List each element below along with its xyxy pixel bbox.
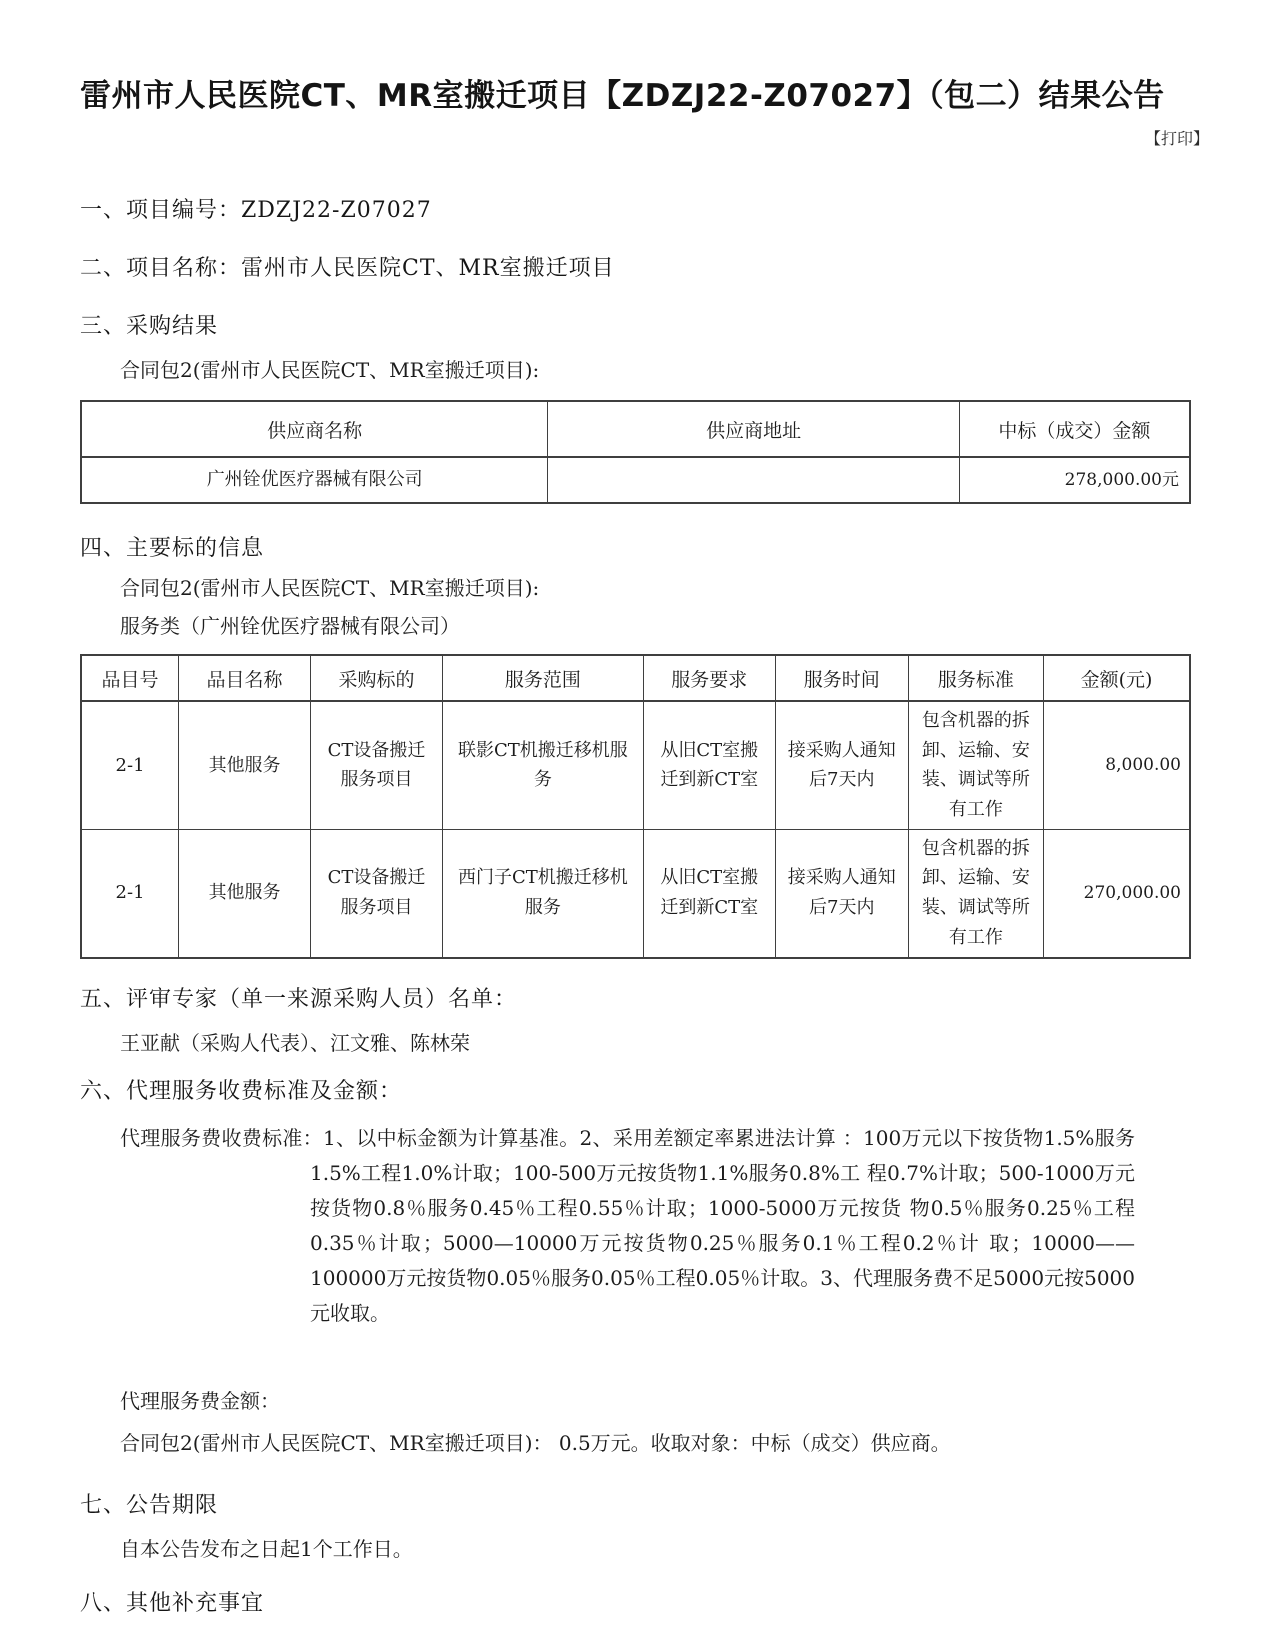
- section-5-expert-names: 王亚献（采购人代表）、江文雅、陈林荣: [120, 1030, 470, 1055]
- print-button[interactable]: 【打印】: [1144, 129, 1209, 148]
- cell-service-standard: 包含机器的拆卸、运输、安装、调试等所有工作: [908, 701, 1043, 829]
- col-header-amount: 金额(元): [1044, 655, 1190, 701]
- cell-service-standard: 包含机器的拆卸、运输、安装、调试等所有工作: [908, 829, 1043, 957]
- items-table-row-2: [81, 829, 1190, 957]
- agency-fee-amount-line: 合同包2(雷州市人民医院CT、MR室搬迁项目)： 0.5万元。收取对象：中标（成交）供应商。: [120, 1430, 951, 1455]
- print-row: [80, 128, 1209, 150]
- cell-procurement-target: CT设备搬迁服务项目: [311, 701, 443, 829]
- cell-item-name: 其他服务: [179, 829, 311, 957]
- col-header-service-requirement: 服务要求: [643, 655, 775, 701]
- section-7-period-text: 自本公告发布之日起1个工作日。: [120, 1536, 413, 1561]
- section-8-other-matters: 八、其他补充事宜: [80, 1590, 265, 1616]
- agency-fee-standard-paragraph: 代理服务费收费标准：1、以中标金额为计算基准。2、采用差额定率累进法计算 ：100万元以下按货物1.5%服务1.5%工程1.0%计取；100-500万元按货物1.1%服务0.8%工 程0.7%计取；500-1000万元按货物0.8％服务0.45％工程0.55％计取；1000-5000万元按货 物0.5％服务0.25％工程0.35％计取；5000—10000万元按货物0.25％服务0.1％工程0.2％计 取；10000——100000万元按货物0.05％服务0.05％工程0.05％计取。3、代理服务费不足5000元按5000元收取。: [120, 1125, 1135, 1325]
- cell-service-time: 接采购人通知后7天内: [775, 829, 908, 957]
- col-header-item-name: 品目名称: [179, 655, 311, 701]
- cell-item-number: 2-1: [81, 701, 179, 829]
- items-table-header-row: [81, 655, 1190, 701]
- cell-service-scope: 西门子CT机搬迁移机服务: [443, 829, 644, 957]
- section-7-announcement-period: 七、公告期限: [80, 1492, 219, 1518]
- cell-award-amount: 278,000.00元: [959, 457, 1190, 503]
- col-header-award-amount: 中标（成交）金额: [959, 401, 1190, 457]
- section-4-main-subject-info: 四、主要标的信息: [80, 536, 265, 561]
- section-3-package-line: 合同包2(雷州市人民医院CT、MR室搬迁项目):: [120, 358, 540, 382]
- cell-item-name: 其他服务: [179, 701, 311, 829]
- page-title: 雷州市人民医院CT、MR室搬迁项目【ZDZJ22-Z07027】（包二）结果公告: [80, 78, 1165, 114]
- section-4-category-line: 服务类（广州铨优医疗器械有限公司）: [120, 614, 460, 638]
- supplier-table: [80, 400, 1191, 504]
- section-6-agency-fee: 六、代理服务收费标准及金额：: [80, 1078, 403, 1104]
- cell-amount: 270,000.00: [1044, 829, 1190, 957]
- supplier-table-row: [81, 457, 1190, 503]
- cell-service-requirement: 从旧CT室搬迁到新CT室: [643, 829, 775, 957]
- supplier-table-header-row: [81, 401, 1190, 457]
- cell-supplier-address: [548, 457, 959, 503]
- cell-item-number: 2-1: [81, 829, 179, 957]
- section-4-package-line: 合同包2(雷州市人民医院CT、MR室搬迁项目):: [120, 576, 540, 600]
- section-1-project-number: 一、项目编号：ZDZJ22-Z07027: [80, 198, 432, 223]
- col-header-procurement-target: 采购标的: [311, 655, 443, 701]
- cell-service-scope: 联影CT机搬迁移机服务: [443, 701, 644, 829]
- col-header-service-standard: 服务标准: [908, 655, 1043, 701]
- bid-items-table: [80, 654, 1191, 959]
- col-header-service-time: 服务时间: [775, 655, 908, 701]
- col-header-supplier-name: 供应商名称: [81, 401, 548, 457]
- col-header-item-number: 品目号: [81, 655, 179, 701]
- cell-supplier-name: 广州铨优医疗器械有限公司: [81, 457, 548, 503]
- cell-amount: 8,000.00: [1044, 701, 1190, 829]
- cell-procurement-target: CT设备搬迁服务项目: [311, 829, 443, 957]
- agency-fee-amount-label: 代理服务费金额：: [120, 1388, 280, 1413]
- section-5-review-experts: 五、评审专家（单一来源采购人员）名单：: [80, 986, 518, 1012]
- cell-service-requirement: 从旧CT室搬迁到新CT室: [643, 701, 775, 829]
- col-header-supplier-address: 供应商地址: [548, 401, 959, 457]
- section-3-procurement-result: 三、采购结果: [80, 314, 219, 339]
- cell-service-time: 接采购人通知后7天内: [775, 701, 908, 829]
- section-2-project-name: 二、项目名称：雷州市人民医院CT、MR室搬迁项目: [80, 256, 615, 281]
- items-table-row-1: [81, 701, 1190, 829]
- col-header-service-scope: 服务范围: [443, 655, 644, 701]
